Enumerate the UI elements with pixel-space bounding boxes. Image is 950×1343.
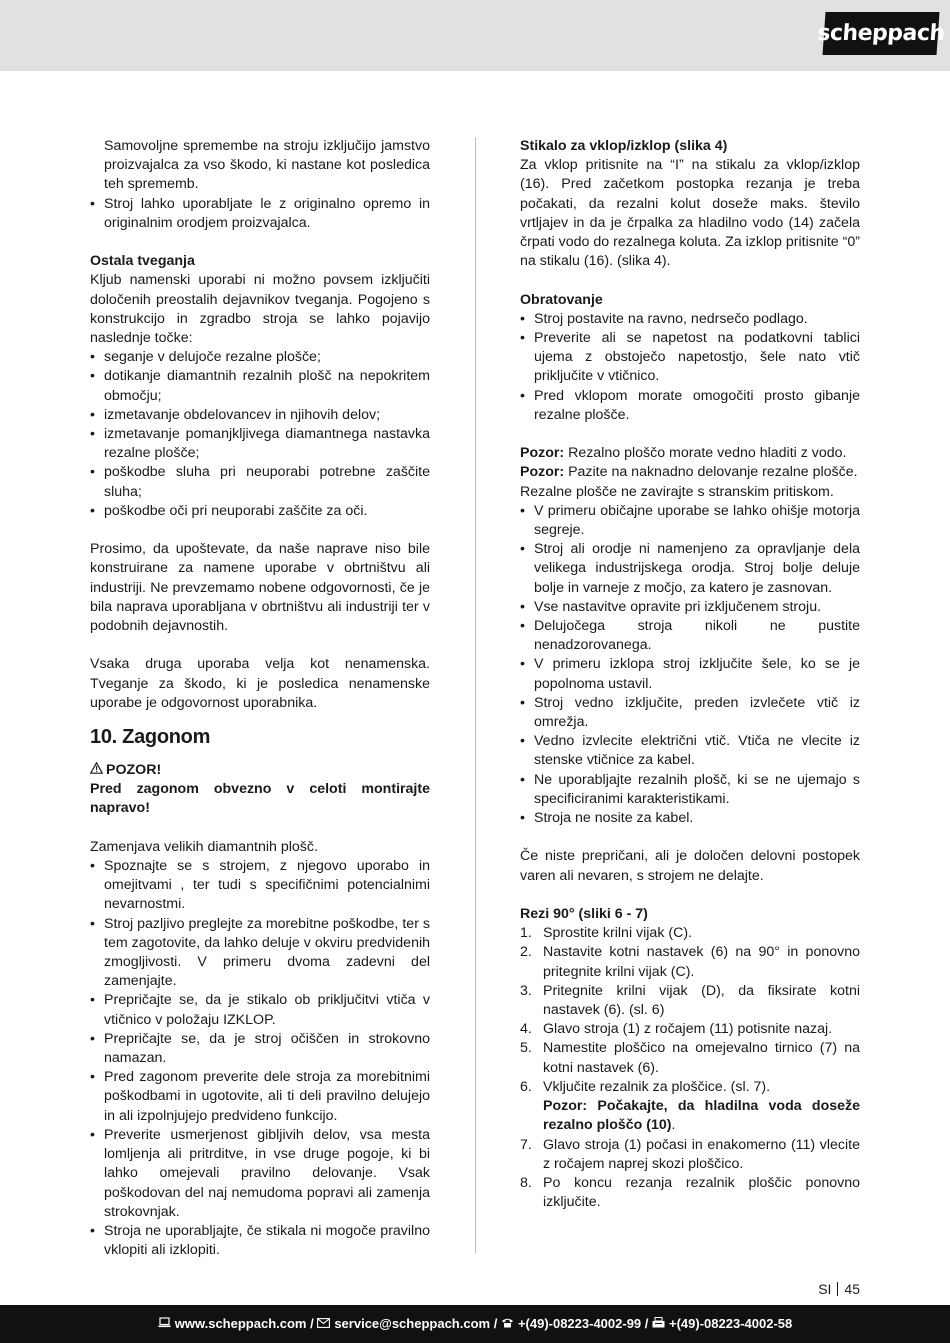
list-item: • Stroj lahko uporabljate le z originalno opremo in originalnim orodjem proizvajalca. [90,195,430,233]
warning-text: Pred zagonom obvezno v celoti montirajte napravo! [90,781,430,817]
pressure-text: Rezalne plošče ne zavirajte s stranskim pritiskom. [520,483,834,500]
step-note: Pozor: Počakajte, da hladilna voda doseže rezalno ploščo (10) [543,1098,860,1134]
step-number: 5. [520,1040,532,1057]
step-text: Po koncu rezanja rezalnik ploščic ponovno izključite. [543,1174,860,1211]
list-item: • Vedno izvlecite električni vtič. Vtiča ne vlecite iz stenske vtičnice za kabel. [520,732,860,770]
step-text: Glavo stroja (1) z ročajem (11) potisnite nazaj. [543,1021,833,1038]
footer-website[interactable]: www.scheppach.com / [174,1316,314,1332]
switch-heading: Stikalo za vklop/izklop (slika 4) [520,138,728,154]
list-item: • izmetavanje obdelovancev in njihovih delov; [90,406,430,425]
cuts-heading: Rezi 90° (sliki 6 - 7) [520,906,648,923]
safety-list [520,502,860,828]
footer-fax: +(49)-08223-4002-58 [669,1316,793,1332]
list-item: • Stroj postavite na ravno, nedrsečo podlago. [520,310,860,329]
scheppach-logo: scheppach [822,12,939,55]
laptop-icon [158,1314,171,1333]
step-item [520,1136,860,1174]
list-item: • Stroj pazljivo preglejte za morebitne poškodbe, ter s tem zagotovite, da lahko deluje v okviru predvidenih zmogljivosti. V primeru dvoma zadevni del zamenjajte. [90,915,430,992]
risks-heading: Ostala tveganja [90,253,195,270]
intro-list [90,195,430,233]
list-item: • Pred zagonom preverite dele stroja za morebitnimi poškodbami in ugotovite, ali ti deli pravilno delujejo in ali izpolnjujejo predvideno funkcijo. [90,1068,430,1126]
section-title: 10. Zagonom [90,726,211,749]
list-item: • Spoznajte se s strojem, z njegovo uporabo in omejitvami , ter tudi s specifičnimi potencialnimi nevarnostmi. [90,857,430,915]
step-item [520,1020,860,1039]
startup-list [90,857,430,1260]
step-number: 1. [520,925,532,942]
page-number-separator [837,1282,838,1296]
step-item [520,1078,860,1136]
header-bar [0,0,950,71]
list-item: • poškodbe oči pri neuporabi zaščite za oči. [90,502,430,521]
caution-label: Pozor: [520,445,565,462]
step-note-end: . [671,1117,676,1134]
list-item: • Ne uporabljajte rezalnih plošč, ki se ne ujemajo s specificiranimi karakteristikami. [520,771,860,809]
step-number: 2. [520,944,532,961]
intro-continuation: Samovoljne spremembe na stroju izključijo jamstvo proizvajalca za vso škodo, ki nastane kot posledica teh sprememb. [104,138,430,193]
list-item: • Preverite usmerjenost gibljivih delov, vsa mesta lomljenja ali pritrditve, in vse druge pogoje, ki bi lahko omejevali pravilno delovanje. Vsak poškodovan del naj nemudoma popravi ali zamenja strokovnjak. [90,1126,430,1222]
caution-text: Rezalno ploščo morate vedno hladiti z vodo. [564,445,847,462]
list-item: • V primeru izklopa stroj izključite šele, ko se je popolnoma ustavil. [520,655,860,693]
caution-line-2 [520,463,860,482]
list-item: • Prepričajte se, da je stikalo ob priključitvi vtiča v vtičnico v položaju IZKLOP. [90,991,430,1029]
footer-phone: +(49)-08223-4002-99 / [517,1316,649,1332]
misuse-paragraph: Vsaka druga uporaba velja kot nenamenska. Tveganje za škodo, ki je posledica nenamenske uporabe je odgovornost uporabnika. [90,656,430,711]
step-number: 4. [520,1021,532,1038]
list-item: • Preverite ali se napetost na podatkovni tablici ujema z obstoječo napetostjo, šele nato vtič priključite v vtičnico. [520,329,860,387]
step-text: Glavo stroja (1) počasi in enakomerno (11) vlecite z ročajem naprej skozi ploščico. [543,1136,860,1172]
page-number [818,1280,860,1299]
list-item: • dotikanje diamantnih rezalnih plošč na nepokritem območju; [90,367,430,405]
step-item [520,1039,860,1077]
step-item [520,924,860,943]
step-number: 8. [520,1174,532,1191]
footer-bar [0,1305,950,1343]
fax-icon [652,1314,665,1333]
step-text: Pritegnite krilni vijak (D), da fiksirate kotni nastavek (6). (sl. 6) [543,982,860,1019]
list-item: • Vse nastavitve opravite pri izključenem stroju. [520,598,860,617]
page-num: 45 [844,1281,860,1297]
footer-email[interactable]: service@scheppach.com / [334,1316,498,1332]
operation-list [520,310,860,425]
operation-heading: Obratovanje [520,291,603,308]
list-item: • seganje v delujoče rezalne plošče; [90,348,430,367]
caution-label: Pozor: [520,464,565,481]
page-lang: SI [818,1281,832,1297]
step-number: 3. [520,982,532,999]
warning-line [90,761,430,780]
step-number: 7. [520,1136,532,1153]
step-item [520,943,860,981]
warning-label: POZOR! [106,762,162,779]
replace-text: Zamenjava velikih diamantnih plošč. [90,838,318,855]
step-item [520,1174,860,1212]
step-number: 6. [520,1078,532,1095]
list-item: • Stroj ali orodje ni namenjeno za opravljanje dela velikega industrijskega orodja. Stroj bolje deluje bolje in varneje z močjo, za katero je zasnovan. [520,540,860,598]
cuts-steps [520,924,860,1212]
list-item: • Stroja ne nosite za kabel. [520,809,860,828]
unsure-text: Če niste prepričani, ali je določen delovni postopek varen ali nevaren, s strojem ne delajte. [520,848,860,884]
list-item: • V primeru običajne uporabe se lahko ohišje motorja segreje. [520,502,860,540]
phone-icon [501,1314,514,1333]
left-column [90,137,430,1260]
step-text: Nastavite kotni nastavek (6) na 90° in ponovno pritegnite krilni vijak (C). [543,944,860,980]
warning-icon [90,761,103,780]
switch-text: Za vklop pritisnite na “I” na stikalu za vklop/izklop (16). Pred začetkom postopka rezanja je treba počakati, da rezalni kolut doseže maks. število vrtljajev in da je črpalka za hladilno vodo (14) začela črpati vodo do rezalnega koluta. Za izklop pritisnite “0” na stikalu (16). (slika 4). [520,157,860,270]
column-divider [475,137,476,1253]
list-item: • Prepričajte se, da je stroj očiščen in strokovno namazan. [90,1030,430,1068]
list-item: • Pred vklopom morate omogočiti prosto gibanje rezalne plošče. [520,387,860,425]
step-text: Namestite ploščico na omejevalno tirnico (7) na kotni nastavek (6). [543,1040,860,1076]
list-item: • Stroj vedno izključite, preden izvlečete vtič iz omrežja. [520,694,860,732]
notice-paragraph: Prosimo, da upoštevate, da naše naprave niso bile konstruirane za namene uporabe v obrtništvu ali industriji. Ne prevzemamo nobene odgovornosti, če je bila naprava uporabljana v obrtništvu ali industriji ter v podobnih dejavnostih. [90,541,430,635]
right-column [520,137,860,1212]
list-item: • Stroja ne uporabljajte, če stikala ni mogoče pravilno vklopiti ali izklopiti. [90,1222,430,1260]
caution-text: Pazite na naknadno delovanje rezalne plošče. [564,464,858,481]
risks-list [90,348,430,521]
list-item: • Delujočega stroja nikoli ne pustite nenadzorovanega. [520,617,860,655]
step-text: Vključite rezalnik za ploščice. (sl. 7). [543,1078,771,1095]
list-item: • poškodbe sluha pri neuporabi potrebne zaščite sluha; [90,463,430,501]
caution-line-1 [520,444,860,463]
envelope-icon [317,1314,330,1333]
step-text: Sprostite krilni vijak (C). [543,925,692,942]
list-item: • izmetavanje pomanjkljivega diamantnega nastavka rezalne plošče; [90,425,430,463]
step-item [520,982,860,1020]
risks-text: Kljub namenski uporabi ni možno povsem izključiti določenih preostalih dejavnikov tveganja. Pogojeno s konstrukcijo in zgradbo stroja se lahko pojavijo naslednje točke: [90,272,430,347]
